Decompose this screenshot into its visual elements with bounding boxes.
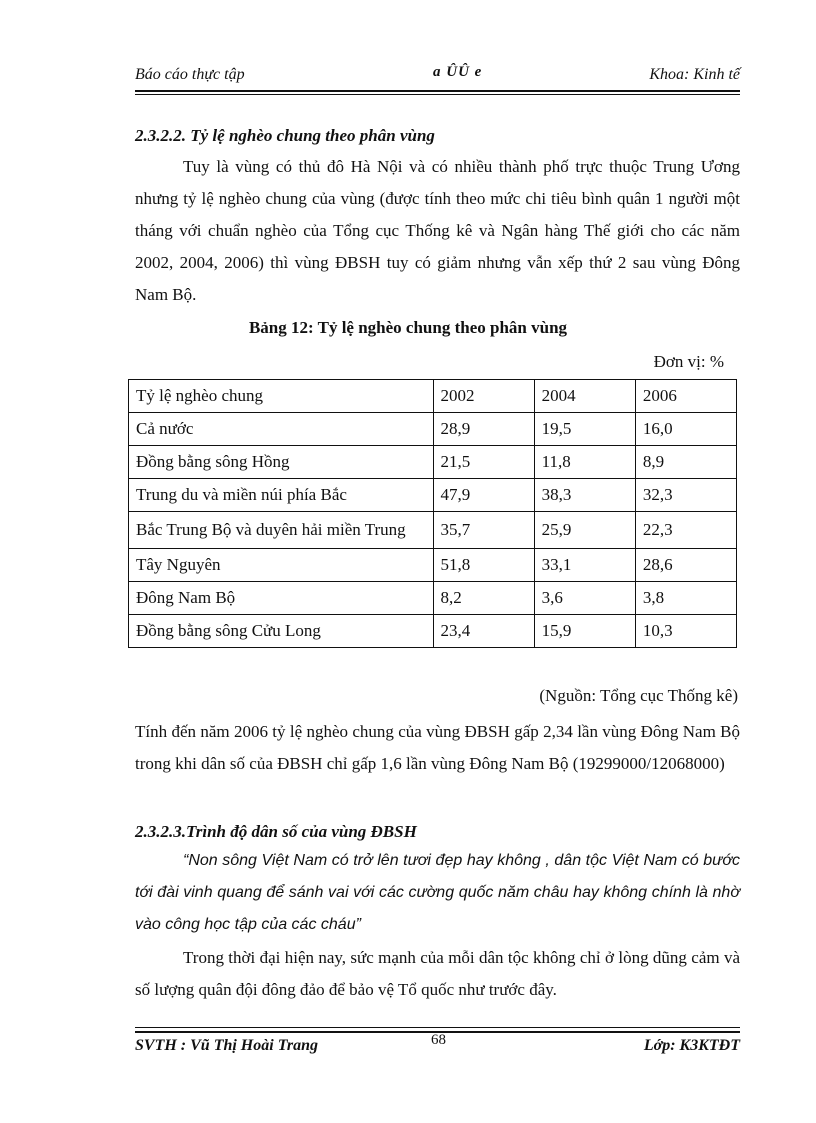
table-title: Bảng 12: Tỷ lệ nghèo chung theo phân vùng — [248, 318, 568, 337]
page-number: 68 — [431, 1032, 446, 1048]
table-row — [129, 615, 737, 648]
table-row — [129, 446, 737, 479]
table-unit: Đơn vị: % — [653, 352, 724, 371]
header-cell: 2002 — [433, 380, 534, 413]
value-cell: 47,9 — [433, 479, 534, 512]
header-cell: 2006 — [635, 380, 736, 413]
region-cell: Tây Nguyên — [129, 549, 434, 582]
closing-paragraph: Trong thời đại hiện nay, sức mạnh của mỗi dân tộc không chỉ ở lòng dũng cảm và số lượng quân đội đông đảo để bảo vệ Tổ quốc như trước đây. — [135, 948, 740, 999]
footer-student-name: SVTH : Vũ Thị Hoài Trang — [135, 1037, 318, 1054]
quote-paragraph: “Non sông Việt Nam có trở lên tươi đẹp hay không , dân tộc Việt Nam có bước tới đài vinh quang để sánh vai với các cường quốc năm châu hay không chính là nhờ vào công học tập của các cháu” — [135, 852, 740, 933]
region-cell: Đồng bằng sông Cửu Long — [129, 615, 434, 648]
header-cell: 2004 — [534, 380, 635, 413]
value-cell: 11,8 — [534, 446, 635, 479]
value-cell: 22,3 — [635, 512, 736, 549]
footer-class: Lớp: K3KTĐT — [643, 1037, 740, 1054]
value-cell: 28,9 — [433, 413, 534, 446]
value-cell: 19,5 — [534, 413, 635, 446]
value-cell: 28,6 — [635, 549, 736, 582]
table-row — [129, 413, 737, 446]
value-cell: 8,9 — [635, 446, 736, 479]
section-heading: 2.3.2.2. Tỷ lệ nghèo chung theo phân vùng — [135, 126, 435, 145]
poverty-rate-table — [128, 379, 737, 648]
value-cell: 25,9 — [534, 512, 635, 549]
value-cell: 16,0 — [635, 413, 736, 446]
value-cell: 8,2 — [433, 582, 534, 615]
value-cell: 23,4 — [433, 615, 534, 648]
value-cell: 3,8 — [635, 582, 736, 615]
page-footer — [135, 1034, 740, 1060]
value-cell: 35,7 — [433, 512, 534, 549]
value-cell: 33,1 — [534, 549, 635, 582]
value-cell: 10,3 — [635, 615, 736, 648]
header-rule-thick — [135, 90, 740, 92]
region-cell: Bắc Trung Bộ và duyên hải miền Trung — [129, 512, 434, 549]
table-row — [129, 549, 737, 582]
intro-paragraph: Tuy là vùng có thủ đô Hà Nội và có nhiều thành phố trực thuộc Trung Ương nhưng tỷ lệ nghèo chung của vùng (được tính theo mức chi tiêu bình quân 1 người một tháng với chuẩn nghèo của Tổng cục Thống kê và Ngân hàng Thế giới cho các năm 2002, 2004, 2006) thì vùng ĐBSH tuy có giảm nhưng vẫn xếp thứ 2 sau vùng Đông Nam Bộ. — [135, 157, 740, 304]
value-cell: 3,6 — [534, 582, 635, 615]
region-cell: Trung du và miền núi phía Bắc — [129, 479, 434, 512]
region-cell: Cả nước — [129, 413, 434, 446]
region-cell: Đồng bằng sông Hồng — [129, 446, 434, 479]
value-cell: 51,8 — [433, 549, 534, 582]
table-row — [129, 582, 737, 615]
value-cell: 21,5 — [433, 446, 534, 479]
header-cell: Tỷ lệ nghèo chung — [129, 380, 434, 413]
comparison-paragraph: Tính đến năm 2006 tỷ lệ nghèo chung của vùng ĐBSH gấp 2,34 lần vùng Đông Nam Bộ trong khi dân số của ĐBSH chỉ gấp 1,6 lần vùng Đông Nam Bộ (19299000/12068000) — [135, 722, 740, 773]
value-cell: 32,3 — [635, 479, 736, 512]
region-cell: Đông Nam Bộ — [129, 582, 434, 615]
page-header — [135, 62, 740, 90]
table-header-row — [129, 380, 737, 413]
header-rule-thin — [135, 94, 740, 95]
value-cell: 38,3 — [534, 479, 635, 512]
section-heading-2: 2.3.2.3.Trình độ dân số của vùng ĐBSH — [135, 822, 417, 841]
header-ornament: a ÛÛ e — [433, 64, 483, 80]
table-row — [129, 512, 737, 549]
footer-rule-thin — [135, 1027, 740, 1028]
header-department: Khoa: Kinh tế — [649, 66, 740, 83]
value-cell: 15,9 — [534, 615, 635, 648]
table-source: (Nguồn: Tổng cục Thống kê) — [539, 686, 738, 705]
table-row — [129, 479, 737, 512]
header-report-title: Báo cáo thực tập — [135, 66, 245, 83]
